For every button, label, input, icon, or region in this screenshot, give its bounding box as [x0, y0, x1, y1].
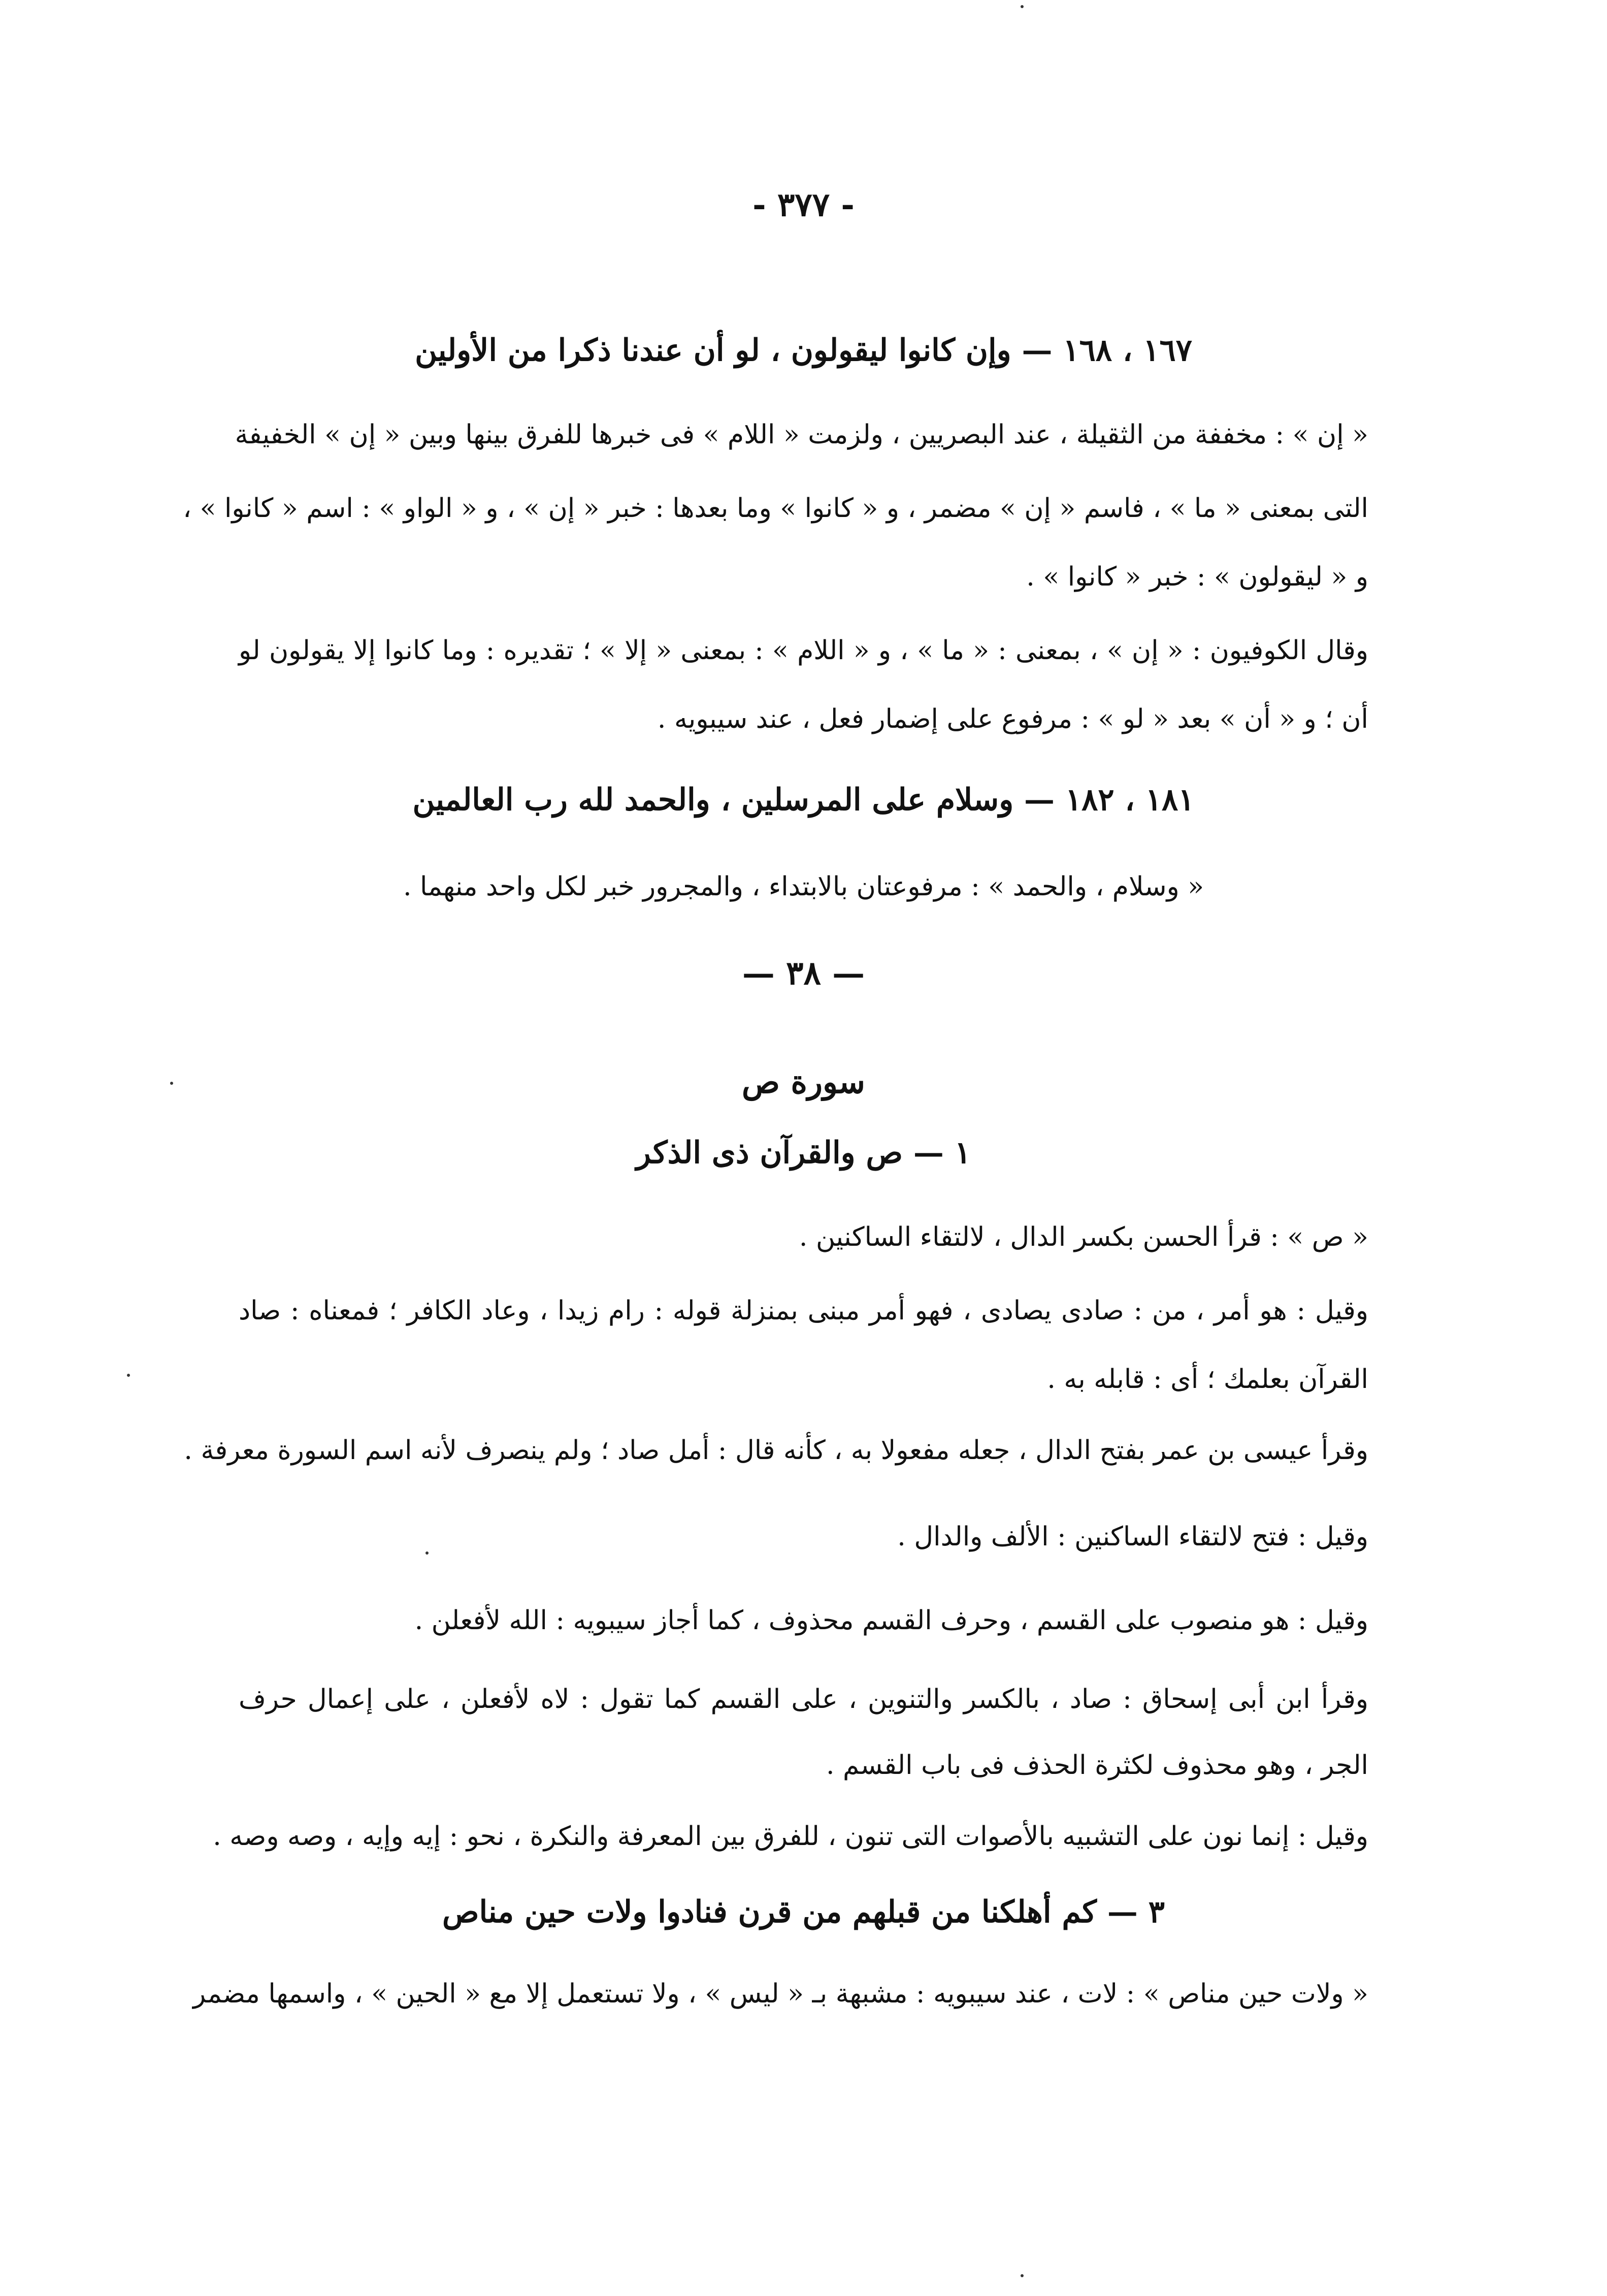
paragraph-line: الجر ، وهو محذوف لكثرة الحذف فى باب القسم . — [826, 1750, 1368, 1781]
paragraph-line: القرآن بعلمك ؛ أى : قابله به . — [1047, 1364, 1368, 1395]
paragraph-line: أن ؛ و « أن » بعد « لو » : مرفوع على إضمار فعل ، عند سيبويه . — [657, 704, 1368, 734]
paragraph-line: وقيل : هو أمر ، من : صادى يصادى ، فهو أمر مبنى بمنزلة قوله : رام زيدا ، وعاد الكافر ؛ فمعناه : صاد — [239, 1296, 1368, 1326]
paragraph-line: التى بمعنى « ما » ، فاسم « إن » مضمر ، و « كانوا » وما بعدها : خبر « إن » ، و « الواو » : اسم « كانوا » ، — [183, 493, 1368, 524]
paragraph-line: « إن » : مخففة من الثقيلة ، عند البصريين ، ولزمت « اللام » فى خبرها للفرق بينها وبين « إن » الخفيفة — [235, 419, 1368, 450]
page-number: - ٣٧٧ - — [752, 186, 855, 224]
scan-speck — [1021, 2274, 1024, 2277]
surah-title: سورة ص — [742, 1063, 865, 1101]
paragraph-line: وقيل : إنما نون على التشبيه بالأصوات التى تنون ، للفرق بين المعرفة والنكرة ، نحو : إيه وإيه ، وصه وصه . — [213, 1821, 1368, 1852]
scan-speck — [425, 1551, 429, 1555]
paragraph-line: « وسلام ، والحمد » : مرفوعتان بالابتداء ، والمجرور خبر لكل واحد منهما . — [403, 871, 1204, 902]
paragraph-line: « ص » : قرأ الحسن بكسر الدال ، لالتقاء الساكنين . — [799, 1222, 1368, 1252]
surah-number: — ٣٨ — — [742, 954, 865, 992]
scan-speck — [1021, 5, 1024, 8]
paragraph-line: وقيل : هو منصوب على القسم ، وحرف القسم محذوف ، كما أجاز سيبويه : الله لأفعلن . — [414, 1605, 1368, 1636]
verse-heading: ١٨١ ، ١٨٢ — وسلام على المرسلين ، والحمد لله رب العالمين — [412, 782, 1195, 818]
paragraph-line: « ولات حين مناص » : لات ، عند سيبويه : مشبهة بـ « ليس » ، ولا تستعمل إلا مع « الحين » ، واسمها مضمر — [193, 1979, 1368, 2009]
paragraph-line: وقال الكوفيون : « إن » ، بمعنى : « ما » ، و « اللام » : بمعنى « إلا » ؛ تقديره : وما كانوا إلا يقولون لو — [239, 635, 1368, 666]
paragraph-line: و « ليقولون » : خبر « كانوا » . — [1026, 562, 1368, 592]
paragraph-line: وقرأ ابن أبى إسحاق : صاد ، بالكسر والتنوين ، على القسم كما تقول : لاه لأفعلن ، على إعمال حرف — [239, 1684, 1368, 1715]
verse-heading: ١ — ص والقرآن ذى الذكر — [636, 1135, 971, 1171]
paragraph-line: وقيل : فتح لالتقاء الساكنين : الألف والدال . — [897, 1522, 1368, 1552]
verse-heading: ٣ — كم أهلكنا من قبلهم من قرن فنادوا ولات حين مناص — [442, 1894, 1165, 1930]
scan-speck — [127, 1374, 130, 1377]
paragraph-line: وقرأ عيسى بن عمر بفتح الدال ، جعله مفعولا به ، كأنه قال : أمل صاد ؛ ولم ينصرف لأنه اسم السورة معرفة . — [184, 1435, 1368, 1466]
verse-heading: ١٦٧ ، ١٦٨ — وإن كانوا ليقولون ، لو أن عندنا ذكرا من الأولين — [415, 333, 1192, 368]
